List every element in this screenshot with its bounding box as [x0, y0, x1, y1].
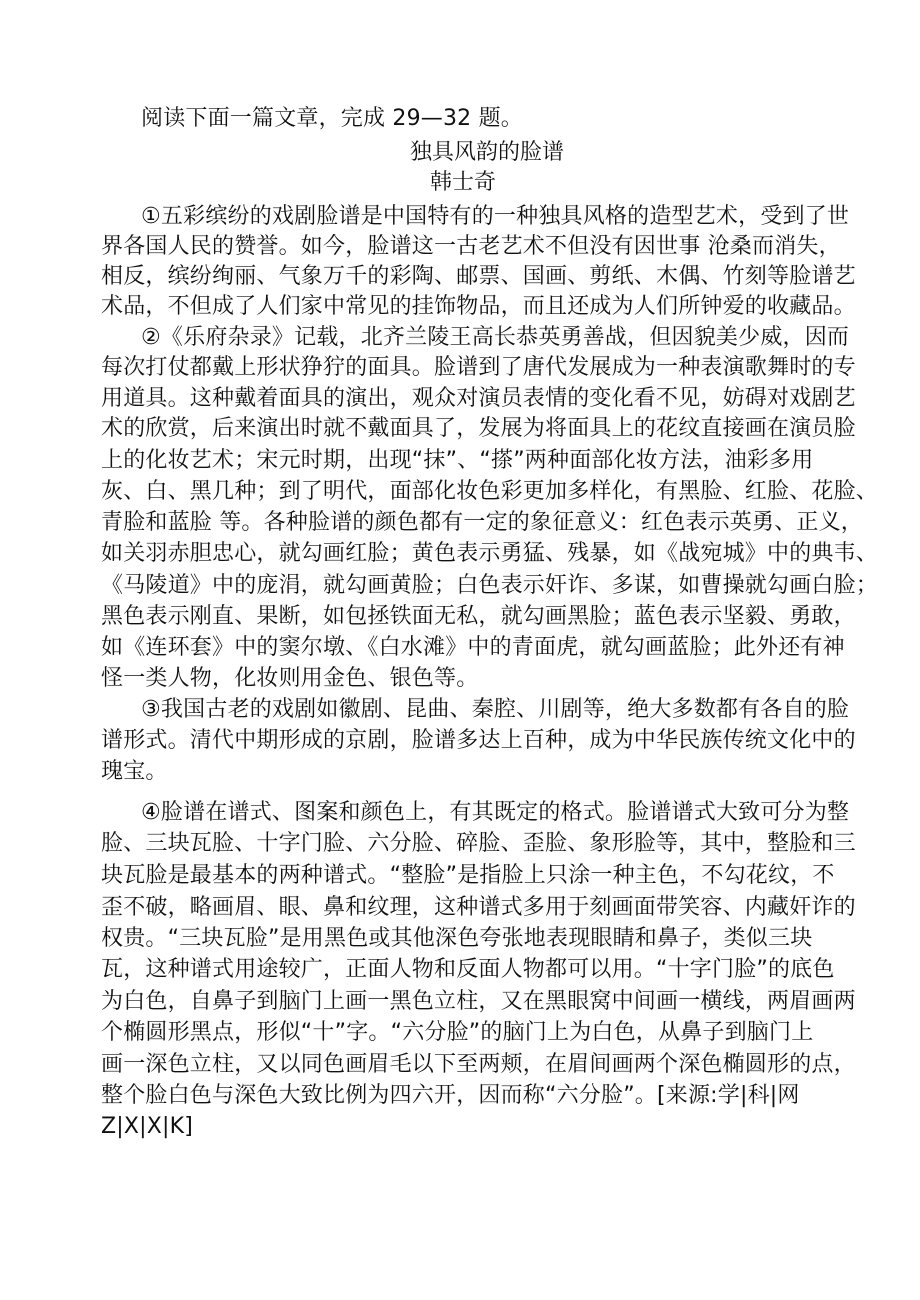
body-line: 用道具。这种戴着面具的演出，观众对演员表情的变化看不见，妨碍对戏剧艺	[101, 386, 856, 411]
body-line: 青脸和蓝脸 等。各种脸谱的颜色都有一定的象征意义：红色表示英勇、正义，	[101, 510, 863, 535]
body-line: 歪不破，略画眉、眼、鼻和纹理，这种谱式多用于刻画面带笑容、内藏奸诈的	[101, 895, 856, 920]
body-line: Z|X|X|K]	[101, 1114, 194, 1139]
body-line: ③我国古老的戏剧如徽剧、昆曲、秦腔、川剧等，绝大多数都有各自的脸	[141, 697, 850, 722]
body-line: 权贵。“三块瓦脸”是用黑色或其他深色夸张地表现眼睛和鼻子，类似三块	[101, 926, 813, 951]
body-line: 界各国人民的赞誉。如今，脸谱这一古老艺术不但没有因世事 沧桑而消失，	[101, 234, 841, 259]
body-line: 瑰宝。	[101, 759, 168, 784]
body-line: 如《连环套》中的窦尔墩、《白水滩》中的青面虎，就勾画蓝脸；此外还有神	[101, 635, 845, 660]
body-line: 灰、白、黑几种；到了明代，面部化妆色彩更加多样化，有黑脸、红脸、花脸、	[101, 479, 879, 504]
body-line: 《马陵道》中的庞涓，就勾画黄脸；白色表示奸诈、多谋，如曹操就勾画白脸；	[101, 573, 879, 598]
body-line: 每次打仗都戴上形状狰狞的面具。脸谱到了唐代发展成为一种表演歌舞时的专	[101, 355, 856, 380]
body-line: 怪一类人物，化妆则用金色、银色等。	[101, 666, 479, 691]
body-line: 黑色表示刚直、果断，如包拯铁面无私，就勾画黑脸；蓝色表示坚毅、勇敢，	[101, 604, 856, 629]
body-line: 术的欣赏，后来演出时就不戴面具了，发展为将面具上的花纹直接画在演员脸	[101, 416, 856, 441]
body-line: 为白色，自鼻子到脑门上画一黑色立柱，又在黑眼窝中间画一横线，两眉画两	[101, 989, 856, 1014]
body-line: 上的化妆艺术；宋元时期，出现“抹”、“搽”两种面部化妆方法，油彩多用	[101, 448, 814, 473]
body-line: ④脸谱在谱式、图案和颜色上，有其既定的格式。脸谱谱式大致可分为整	[141, 800, 850, 825]
body-line: 术品，不但成了人们家中常见的挂饰物品，而且还成为人们所钟爱的收藏品。	[101, 294, 856, 319]
body-line: 瓦，这种谱式用途较广，正面人物和反面人物都可以用。“十字门脸”的底色	[101, 957, 835, 982]
body-line: 谱形式。清代中期形成的京剧，脸谱多达上百种，成为中华民族传统文化中的	[101, 728, 856, 753]
body-line: 如关羽赤胆忠心，就勾画红脸；黄色表示勇猛、残暴，如《战宛城》中的典韦、	[101, 541, 879, 566]
body-line: 脸、三块瓦脸、十字门脸、六分脸、碎脸、歪脸、象形脸等，其中，整脸和三	[101, 831, 856, 856]
body-line: ①五彩缤纷的戏剧脸谱是中国特有的一种独具风格的造型艺术，受到了世	[141, 204, 850, 229]
body-line: 画一深色立柱，又以同色画眉毛以下至两颊，在眉间画两个深色椭圆形的点，	[101, 1052, 856, 1077]
article-author: 韩士奇	[430, 170, 497, 195]
intro-instruction: 阅读下面一篇文章，完成 29—32 题。	[141, 106, 523, 131]
body-line: 个椭圆形黑点，形似“十”字。“六分脸”的脑门上为白色，从鼻子到脑门上	[101, 1020, 814, 1045]
article-title: 独具风韵的脸谱	[410, 140, 565, 165]
body-line: ②《乐府杂录》记载，北齐兰陵王高长恭英勇善战，但因貌美少威，因而	[141, 325, 850, 350]
body-line: 相反，缤纷绚丽、气象万千的彩陶、邮票、国画、剪纸、木偶、竹刻等脸谱艺	[101, 264, 856, 289]
body-line: 整个脸白色与深色大致比例为四六开，因而称“六分脸”。[来源:学|科|网	[101, 1083, 800, 1108]
body-line: 块瓦脸是最基本的两种谱式。“整脸”是指脸上只涂一种主色，不勾花纹，不	[101, 863, 835, 888]
